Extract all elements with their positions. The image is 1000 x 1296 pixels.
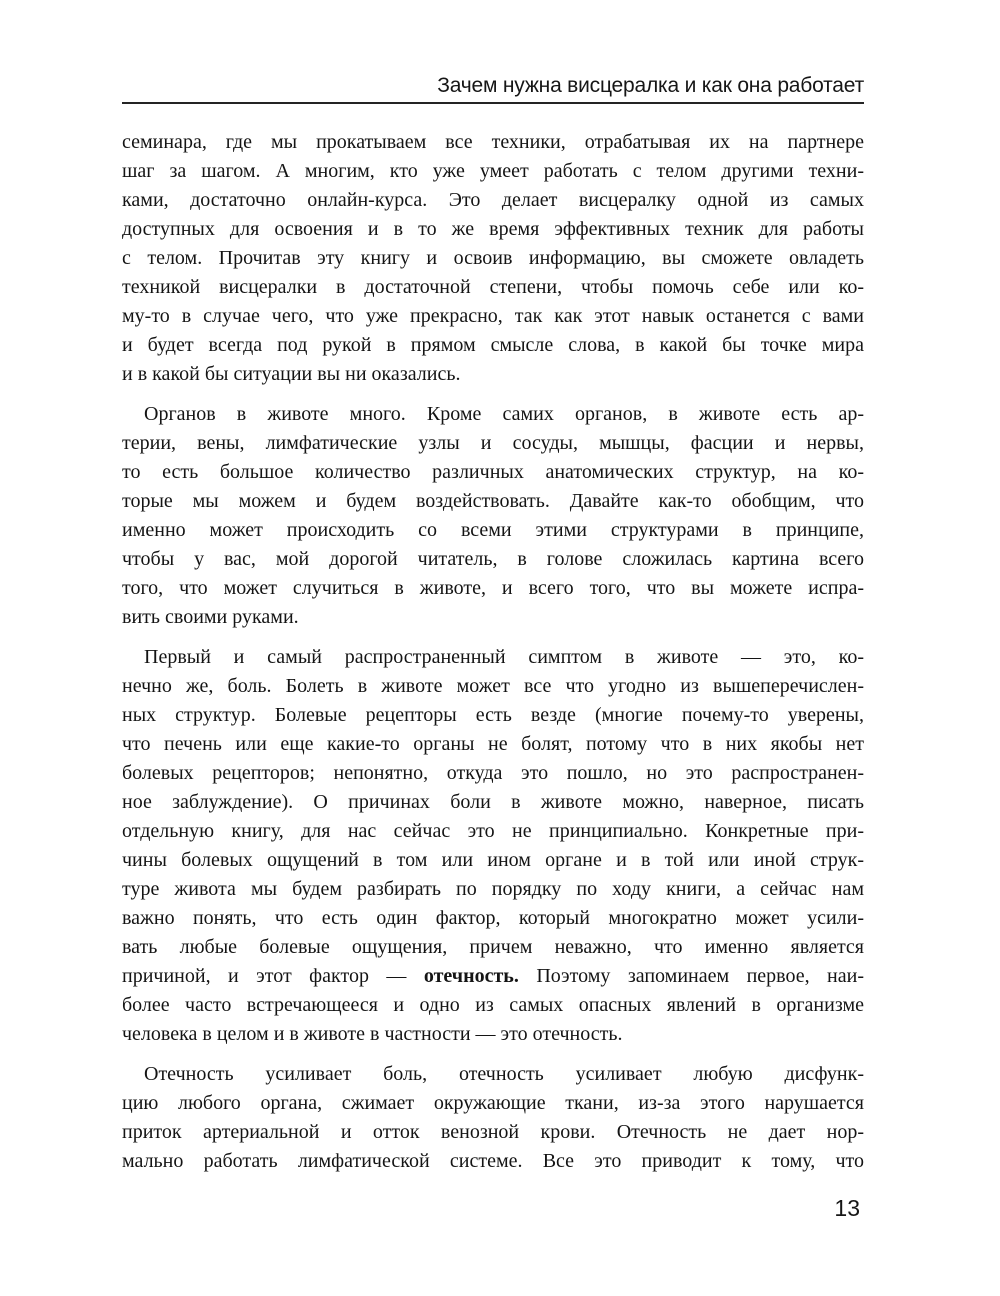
text-line: и будет всегда под рукой в прямом смысле слова, в какой бы точке мира [122, 334, 864, 356]
running-header-title: Зачем нужна висцералка и как она работает [437, 74, 864, 97]
text-line: отдельную книгу, для нас сейчас это не принципиально. Конкретные при- [122, 820, 864, 842]
text-line: Первый и самый распространенный симптом в животе — это, ко- [144, 646, 864, 668]
text-line: чины болевых ощущений в том или ином органе и в той или иной струк- [122, 849, 864, 871]
header-rule [122, 102, 864, 104]
text-segment: Поэтому запоминаем первое, наи- [518, 965, 864, 987]
text-line: ками, достаточно онлайн-курса. Это делает висцералку одной из самых [122, 189, 864, 211]
text-line: человека в целом и в животе в частности — это отечность. [122, 1023, 623, 1045]
text-line: техникой висцералки в достаточной степени, чтобы помочь себе или ко- [122, 276, 864, 298]
text-line: цию любого органа, сжимает окружающие ткани, из-за этого нарушается [122, 1092, 864, 1114]
text-line: более часто встречающееся и одно из самых опасных явлений в организме [122, 994, 864, 1016]
paragraph [122, 128, 864, 389]
text-line: и в какой бы ситуации вы ни оказались. [122, 363, 461, 385]
text-line: терии, вены, лимфатические узлы и сосуды, мышцы, фасции и нервы, [122, 432, 864, 454]
text-line: му-то в случае чего, что уже прекрасно, так как этот навык останется с вами [122, 305, 864, 327]
text-line: шаг за шагом. А многим, кто уже умеет работать с телом другими техни- [122, 160, 864, 182]
text-line: нечно же, боль. Болеть в животе может все что угодно из вышеперечислен- [122, 675, 864, 697]
text-segment: причиной, и этот фактор — [122, 965, 424, 987]
text-line: с телом. Прочитав эту книгу и освоив информацию, вы сможете овладеть [122, 247, 864, 269]
page-content [122, 75, 864, 1176]
text-line: ное заблуждение). О причинах боли в животе можно, наверное, писать [122, 791, 864, 813]
text-line: Отечность усиливает боль, отечность усиливает любую дисфунк- [144, 1063, 864, 1085]
text-line [122, 962, 864, 991]
text-line: приток артериальной и отток венозной крови. Отечность не дает нор- [122, 1121, 864, 1143]
text-line: доступных для освоения и в то же время эффективных техник для работы [122, 218, 864, 240]
paragraph [122, 400, 864, 632]
text-line: вать любые болевые ощущения, причем неважно, что именно является [122, 936, 864, 958]
text-line: болевых рецепторов; непонятно, откуда это пошло, но это распространен- [122, 762, 864, 784]
bold-term: отечность. [423, 965, 519, 987]
text-line: торые мы можем и будем воздействовать. Давайте как-то обобщим, что [122, 490, 864, 512]
text-line: мально работать лимфатической системе. Все это приводит к тому, что [122, 1150, 864, 1172]
paragraph [122, 643, 864, 1049]
text-line: чтобы у вас, мой дорогой читатель, в голове сложилась картина всего [122, 548, 864, 570]
text-line: Органов в животе много. Кроме самих органов, в животе есть ар- [144, 403, 864, 425]
text-line: то есть большое количество различных анатомических структур, на ко- [122, 461, 864, 483]
text-line: ных структур. Болевые рецепторы есть везде (многие почему-то уверены, [122, 704, 864, 726]
text-line: что печень или еще какие-то органы не болят, потому что в них якобы нет [122, 733, 864, 755]
text-line: туре живота мы будем разбирать по порядку по ходу книги, а сейчас нам [122, 878, 864, 900]
text-line: важно понять, что есть один фактор, который многократно может усили- [122, 907, 864, 929]
text-line: того, что может случиться в животе, и всего того, что вы можете испра- [122, 577, 864, 599]
text-block [122, 128, 864, 1176]
text-line: именно может происходить со всеми этими структурами в принципе, [122, 519, 864, 541]
page-number: 13 [834, 1195, 860, 1221]
text-line: семинара, где мы прокатываем все техники, отрабатывая их на партнере [122, 131, 864, 153]
paragraph [122, 1060, 864, 1176]
text-line: вить своими руками. [122, 606, 299, 628]
